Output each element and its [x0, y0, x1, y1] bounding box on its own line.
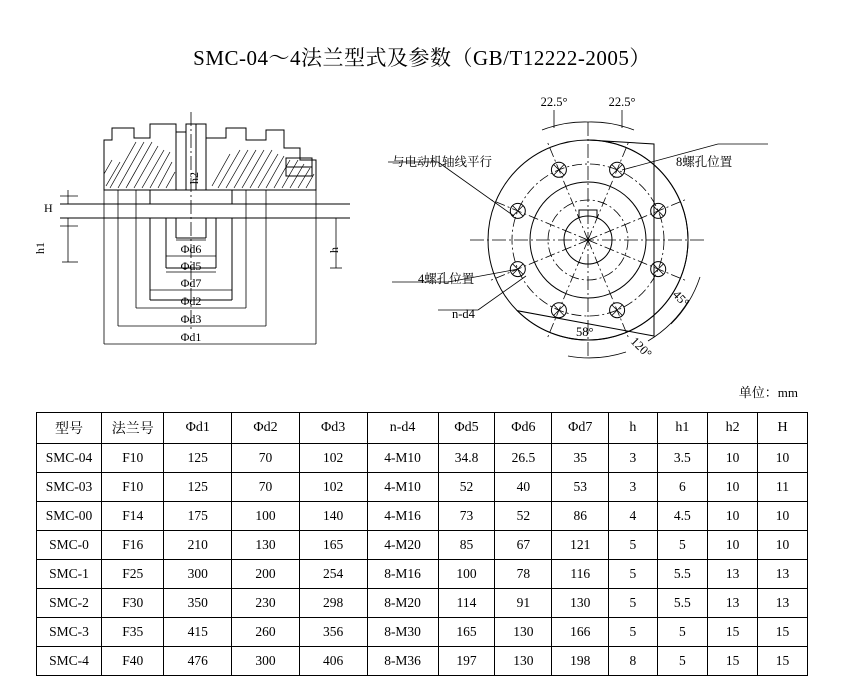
label-d2: Φd2: [180, 294, 202, 308]
cell: 67: [495, 531, 552, 560]
units-note: 单位：mm: [738, 385, 798, 400]
cell: 6: [657, 473, 708, 502]
cell: F10: [102, 473, 164, 502]
label-d6: Φd6: [180, 242, 202, 256]
cell: 4-M20: [367, 531, 438, 560]
cell: 165: [299, 531, 367, 560]
cell: SMC-4: [37, 647, 102, 676]
cell: 10: [708, 444, 758, 473]
cell: 11: [758, 473, 808, 502]
cell: 5: [609, 618, 657, 647]
cell: 3: [609, 473, 657, 502]
table-row: [37, 560, 808, 589]
label-angle-45: 45°: [669, 287, 692, 310]
cell: 15: [708, 618, 758, 647]
label-4-bolt: 4螺孔位置: [418, 272, 475, 286]
cell: 130: [495, 647, 552, 676]
label-angle-120: 120°: [627, 334, 655, 361]
table-header-row: [37, 413, 808, 444]
cell: 130: [495, 618, 552, 647]
cell: 210: [164, 531, 232, 560]
cell: 5: [657, 618, 708, 647]
col-header-d6: Φd6: [495, 413, 552, 444]
cell: 53: [552, 473, 609, 502]
cell: 5: [657, 531, 708, 560]
cell: 15: [758, 647, 808, 676]
cell: 125: [164, 473, 232, 502]
label-8-bolt: 8螺孔位置: [676, 155, 733, 169]
spec-table-wrapper: [36, 412, 808, 676]
cell: 4-M10: [367, 473, 438, 502]
table-row: [37, 618, 808, 647]
cell: 85: [438, 531, 495, 560]
cell: 15: [758, 618, 808, 647]
cell: 102: [299, 444, 367, 473]
left-section-body: [104, 124, 316, 190]
label-h2: h2: [187, 172, 201, 184]
cell: 350: [164, 589, 232, 618]
table-row: [37, 444, 808, 473]
cell: 102: [299, 473, 367, 502]
label-angle-58: 58°: [576, 325, 594, 339]
cell: 8: [609, 647, 657, 676]
col-header-nd4: n-d4: [367, 413, 438, 444]
label-d3: Φd3: [180, 312, 202, 326]
cell: 34.8: [438, 444, 495, 473]
cell: 116: [552, 560, 609, 589]
cell: 10: [758, 444, 808, 473]
col-header-d5: Φd5: [438, 413, 495, 444]
col-header-h1: h1: [657, 413, 708, 444]
page-title: SMC-04～4法兰型式及参数（GB/T12222-2005）: [193, 46, 651, 70]
label-d5: Φd5: [180, 259, 202, 273]
cell: 356: [299, 618, 367, 647]
cell: F16: [102, 531, 164, 560]
cell: 100: [438, 560, 495, 589]
cell: 175: [164, 502, 232, 531]
cell: 10: [708, 531, 758, 560]
label-H: H: [44, 201, 53, 215]
cell: 13: [708, 560, 758, 589]
label-parallel-note: 与电动机轴线平行: [392, 155, 493, 169]
cell: 166: [552, 618, 609, 647]
table-row: [37, 647, 808, 676]
cell: 121: [552, 531, 609, 560]
cell: 100: [232, 502, 300, 531]
cell: SMC-03: [37, 473, 102, 502]
label-h: h: [327, 247, 341, 253]
cell: 5.5: [657, 560, 708, 589]
cell: 70: [232, 444, 300, 473]
cell: 5: [609, 531, 657, 560]
cell: SMC-04: [37, 444, 102, 473]
cell: 230: [232, 589, 300, 618]
cell: SMC-0: [37, 531, 102, 560]
cell: F40: [102, 647, 164, 676]
cell: 15: [708, 647, 758, 676]
cell: 300: [232, 647, 300, 676]
cell: 298: [299, 589, 367, 618]
cell: 254: [299, 560, 367, 589]
cell: 140: [299, 502, 367, 531]
cell: 114: [438, 589, 495, 618]
cell: 5: [609, 589, 657, 618]
label-d1: Φd1: [180, 330, 202, 344]
cell: 5: [657, 647, 708, 676]
cell: 4: [609, 502, 657, 531]
cell: F10: [102, 444, 164, 473]
cell: 52: [438, 473, 495, 502]
cell: SMC-2: [37, 589, 102, 618]
cell: SMC-3: [37, 618, 102, 647]
cell: 10: [758, 531, 808, 560]
cell: 91: [495, 589, 552, 618]
cell: 10: [708, 473, 758, 502]
cell: 78: [495, 560, 552, 589]
cell: 198: [552, 647, 609, 676]
cell: F35: [102, 618, 164, 647]
cell: 8-M36: [367, 647, 438, 676]
cell: 130: [232, 531, 300, 560]
cell: F25: [102, 560, 164, 589]
table-body: [37, 444, 808, 676]
col-header-H: H: [758, 413, 808, 444]
cell: 40: [495, 473, 552, 502]
cell: 73: [438, 502, 495, 531]
cell: 86: [552, 502, 609, 531]
table-row: [37, 502, 808, 531]
cell: 4-M16: [367, 502, 438, 531]
cell: 4-M10: [367, 444, 438, 473]
cell: 200: [232, 560, 300, 589]
col-header-h2: h2: [708, 413, 758, 444]
label-nd4: n-d4: [452, 307, 475, 321]
cell: 476: [164, 647, 232, 676]
spec-table: [36, 412, 808, 676]
cell: 3.5: [657, 444, 708, 473]
right-front-view: [388, 110, 768, 358]
table-row: [37, 531, 808, 560]
cell: 8-M16: [367, 560, 438, 589]
cell: 4.5: [657, 502, 708, 531]
cell: F30: [102, 589, 164, 618]
cell: 10: [708, 502, 758, 531]
cell: 8-M20: [367, 589, 438, 618]
cell: 165: [438, 618, 495, 647]
cell: 406: [299, 647, 367, 676]
cell: 13: [758, 589, 808, 618]
col-header-d2: Φd2: [232, 413, 300, 444]
label-h1: h1: [33, 242, 47, 254]
cell: 5: [609, 560, 657, 589]
cell: 125: [164, 444, 232, 473]
cell: 35: [552, 444, 609, 473]
col-header-d7: Φd7: [552, 413, 609, 444]
label-d7: Φd7: [180, 276, 202, 290]
cell: 3: [609, 444, 657, 473]
cell: SMC-00: [37, 502, 102, 531]
cell: 300: [164, 560, 232, 589]
cell: 197: [438, 647, 495, 676]
col-header-h: h: [609, 413, 657, 444]
cell: 5.5: [657, 589, 708, 618]
cell: 26.5: [495, 444, 552, 473]
cell: 13: [708, 589, 758, 618]
cell: 8-M30: [367, 618, 438, 647]
col-header-d3: Φd3: [299, 413, 367, 444]
label-angle-225-left: 22.5°: [540, 95, 568, 109]
col-header-d1: Φd1: [164, 413, 232, 444]
table-row: [37, 473, 808, 502]
cell: 13: [758, 560, 808, 589]
cell: F14: [102, 502, 164, 531]
col-header-model: 型号: [37, 413, 102, 444]
cell: 260: [232, 618, 300, 647]
cell: 415: [164, 618, 232, 647]
col-header-flange: 法兰号: [102, 413, 164, 444]
cell: 52: [495, 502, 552, 531]
cell: 10: [758, 502, 808, 531]
cell: 70: [232, 473, 300, 502]
cell: SMC-1: [37, 560, 102, 589]
cell: 130: [552, 589, 609, 618]
table-row: [37, 589, 808, 618]
label-angle-225-right: 22.5°: [608, 95, 636, 109]
